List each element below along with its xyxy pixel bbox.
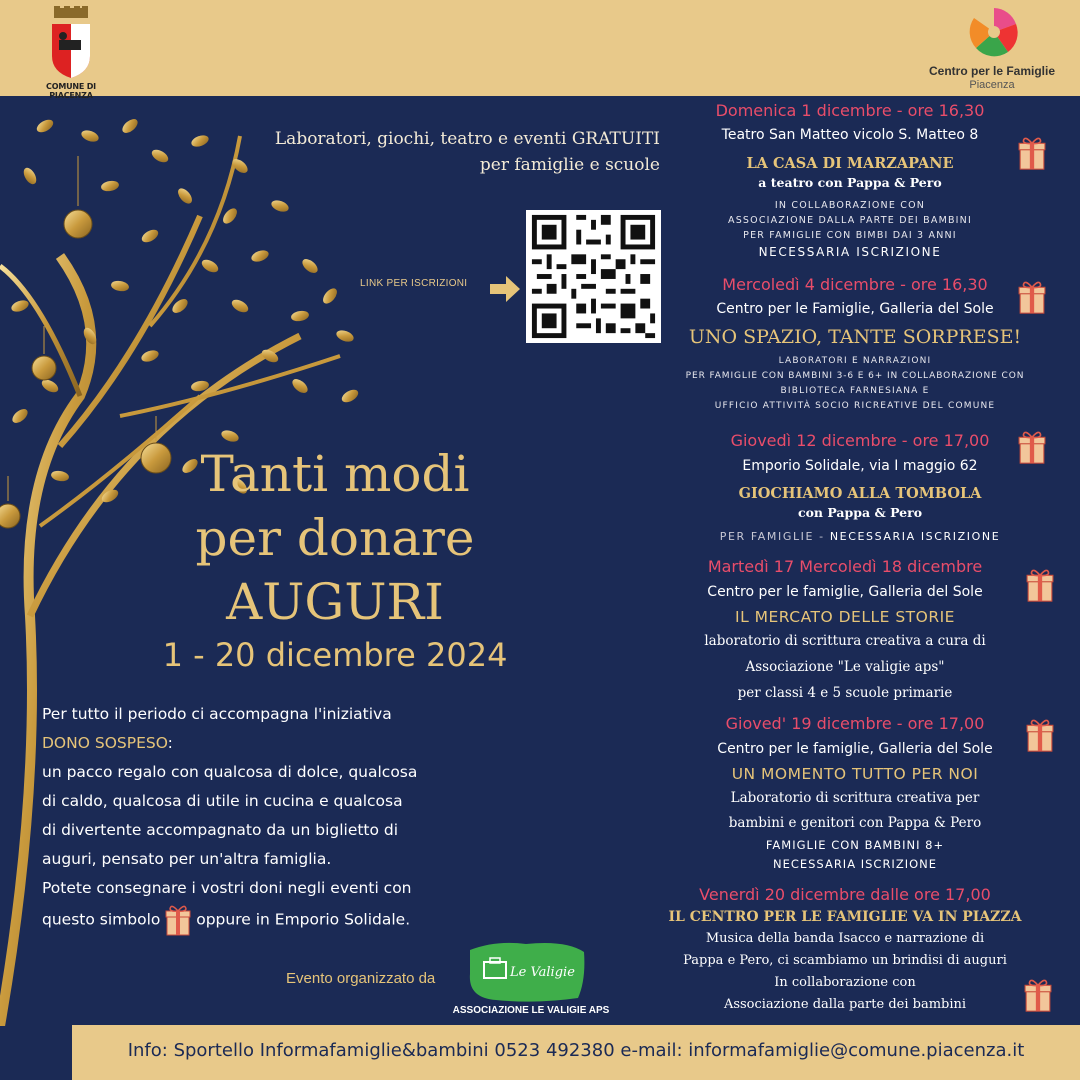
poster-title [120, 442, 550, 634]
event-2 [640, 274, 1070, 414]
event-5 [680, 713, 1030, 873]
event-3-date [690, 430, 1030, 452]
event-6-line-4: Associazione dalla parte dei bambini [723, 997, 967, 1012]
event-3-place: Emporio Solidale, via I maggio 62 [742, 458, 978, 474]
event-2-note-1: LABORATORI E NARRAZIONI [778, 356, 932, 366]
event-6-line-2: Pappa e Pero, ci scambiamo un brindisi di auguri [683, 953, 1007, 968]
dono-sospeso-highlight: DONO SOSPESO [42, 734, 168, 752]
event-2-note-4: UFFICIO ATTIVITÀ SOCIO RICREATIVE DEL COMUNE [714, 401, 996, 411]
le-valigie-logo [466, 940, 586, 1004]
flower-logo-icon [968, 6, 1020, 58]
event-5-date: Gioved' 19 dicembre - ore 17,00 [725, 714, 985, 733]
body-line-1: Per tutto il periodo ci accompagna l'iniziativa [42, 705, 392, 723]
event-3-subtitle: con Pappa & Pero [797, 505, 923, 520]
organizer-label: Evento organizzato da [286, 970, 436, 987]
footer-bar [72, 1025, 1080, 1080]
le-valigie-logo-text: Le Valigie [510, 965, 575, 980]
event-4 [660, 556, 1030, 706]
title-line-3: AUGURI [226, 573, 444, 631]
body-line-7 [42, 903, 462, 937]
event-3-audience [690, 530, 1030, 543]
gift-icon [1026, 716, 1054, 754]
event-4-line-1: laboratorio di scrittura creativa a cura di [704, 633, 986, 649]
event-4-date: Martedì 17 Mercoledì 18 dicembre [707, 557, 983, 576]
body-line-3: di caldo, qualcosa di utile in cucina e qualcosa [42, 792, 403, 810]
dono-sospeso-text [42, 700, 462, 937]
event-1-registration: NECESSARIA ISCRIZIONE [758, 245, 942, 259]
gift-icon [1018, 134, 1046, 172]
event-4-title: IL MERCATO DELLE STORIE [735, 608, 955, 626]
event-3-title: GIOCHIAMO ALLA TOMBOLA [738, 485, 982, 502]
event-6-date: Venerdì 20 dicembre dalle ore 17,00 [699, 885, 991, 904]
gift-icon [1026, 566, 1054, 604]
body-line-7b: oppure in Emporio Solidale. [196, 910, 411, 929]
title-dates: 1 - 20 dicembre 2024 [162, 636, 508, 674]
event-5-place: Centro per le famiglie, Galleria del Sole [717, 741, 993, 757]
body-highlight-line [42, 729, 462, 758]
centro-famiglie-logo [912, 6, 1072, 94]
body-line-7a: questo simbolo [42, 910, 161, 929]
title-line-1: Tanti modi [200, 445, 470, 503]
body-line-2: un pacco regalo con qualcosa di dolce, qualcosa [42, 763, 418, 781]
event-1 [680, 100, 1020, 261]
event-4-line-3: per classi 4 e 5 scuole primarie [737, 685, 953, 701]
event-2-place: Centro per le Famiglie, Galleria del Sole [716, 301, 994, 317]
event-6 [660, 884, 1030, 1016]
event-4-place: Centro per le famiglie, Galleria del Sole [707, 584, 983, 600]
centro-famiglie-city: Piacenza [969, 79, 1015, 91]
footer-info: Info: Sportello Informafamiglie&bambini 0523 492380 e-mail: informafamiglie@comune.piacenza.it [127, 1040, 1025, 1061]
event-1-title: LA CASA DI MARZAPANE [746, 155, 954, 172]
event-2-title: UNO SPAZIO, TANTE SORPRESE! [688, 326, 1022, 348]
title-line-2: per donare [195, 509, 475, 567]
event-1-note-3: PER FAMIGLIE CON BIMBI DAI 3 ANNI [743, 230, 957, 241]
event-6-title: IL CENTRO PER LE FAMIGLIE VA IN PIAZZA [668, 909, 1022, 925]
event-5-audience: FAMIGLIE CON BAMBINI 8+ [765, 838, 945, 852]
event-3 [690, 430, 1030, 543]
body-line-6: Potete consegnare i vostri doni negli eventi con [42, 879, 412, 897]
event-6-line-1: Musica della banda Isacco e narrazione di [705, 931, 985, 946]
crest-icon [48, 6, 94, 80]
event-3-registration: NECESSARIA ISCRIZIONE [829, 530, 1001, 543]
body-line-4: di divertente accompagnato da un biglietto di [42, 821, 399, 839]
event-1-note-2: ASSOCIAZIONE DALLA PARTE DEI BAMBINI [728, 215, 972, 226]
header-bar [0, 0, 1080, 100]
event-5-line-1: Laboratorio di scrittura creativa per [730, 790, 980, 806]
event-5-title: UN MOMENTO TUTTO PER NOI [731, 765, 979, 783]
comune-name: COMUNE DI PIACENZA [46, 82, 96, 100]
event-5-registration: NECESSARIA ISCRIZIONE [772, 857, 938, 871]
centro-famiglie-name: Centro per le Famiglie [928, 64, 1056, 78]
event-1-subtitle: a teatro con Pappa & Pero [758, 175, 942, 190]
event-6-line-3: In collaborazione con [774, 975, 916, 990]
gift-icon [1018, 278, 1046, 316]
intro-line-1: Laboratori, giochi, teatro e eventi GRATUITI [274, 129, 660, 149]
comune-logo [26, 6, 116, 100]
event-3-audience-label: PER FAMIGLIE - [719, 530, 830, 543]
organizer-name: ASSOCIAZIONE LE VALIGIE APS [452, 1005, 610, 1016]
gift-icon [1024, 976, 1052, 1014]
arrow-right-icon [490, 276, 520, 302]
intro-line-2: per famiglie e scuole [479, 155, 660, 175]
event-4-line-2: Associazione "Le valigie aps" [745, 659, 945, 675]
event-2-note-2: PER FAMIGLIE CON BAMBINI 3-6 E 6+ IN COLLABORAZIONE CON [685, 371, 1025, 381]
qr-label: LINK PER ISCRIZIONI [360, 278, 468, 289]
event-1-place: Teatro San Matteo vicolo S. Matteo 8 [721, 127, 979, 143]
gift-icon [1018, 428, 1046, 466]
intro-text [230, 126, 660, 178]
event-2-note-3: BIBLIOTECA FARNESIANA E [780, 386, 930, 396]
event-1-date: Domenica 1 dicembre - ore 16,30 [715, 101, 985, 120]
body-colon: : [167, 734, 173, 752]
event-5-line-2: bambini e genitori con Pappa & Pero [728, 815, 982, 831]
event-3-date-time: - ore 17,00 [896, 431, 990, 450]
body-line-5: auguri, pensato per un'altra famiglia. [42, 850, 332, 868]
gift-icon [165, 903, 191, 937]
event-3-date-day: Giovedì 12 dicembre [730, 431, 897, 450]
event-2-date: Mercoledì 4 dicembre - ore 16,30 [722, 275, 988, 294]
event-1-note-1: IN COLLABORAZIONE CON [774, 200, 926, 211]
